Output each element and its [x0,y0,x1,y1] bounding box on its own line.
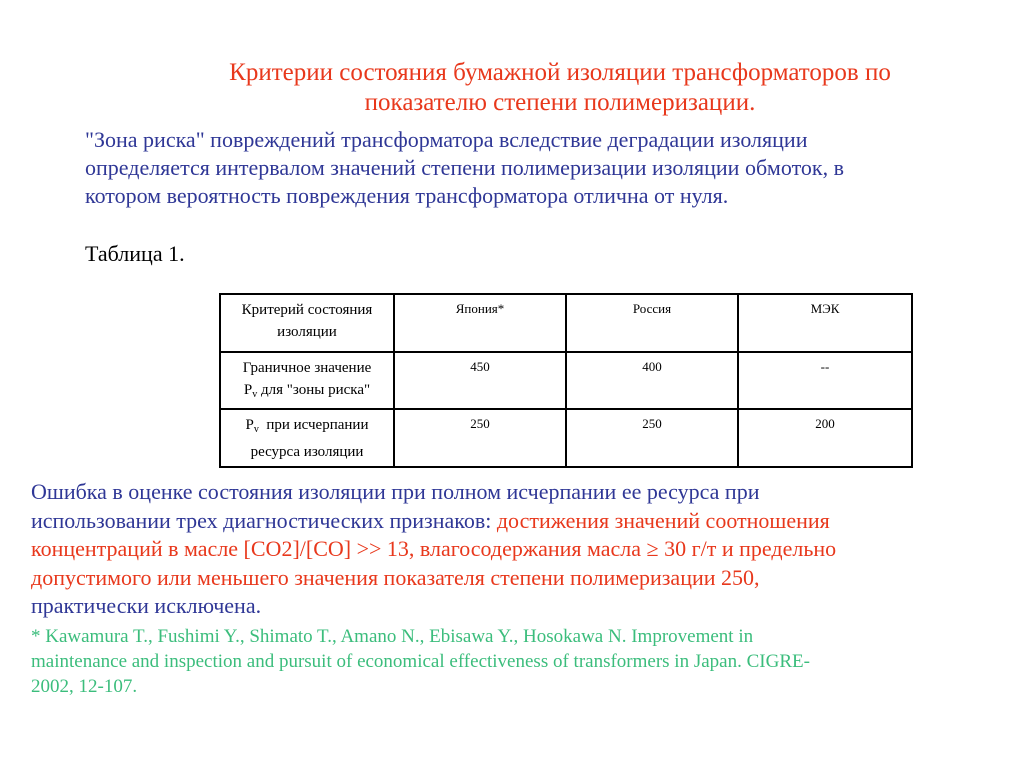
title-line-1: Критерии состояния бумажной изоляции трансформаторов по [229,59,891,86]
header-criterion-line-1: Критерий состояния [241,302,373,318]
reference-line-3: 2002, 12-107. [31,676,138,697]
row-label-line-2: ресурса изоляции [250,444,364,460]
conclusion-line-2 [31,507,1011,536]
cell-iec-risk: -- [738,352,912,409]
cell-iec-exhaustion: 200 [738,409,912,467]
header-japan: Япония* [394,294,566,352]
cell-russia-risk: 400 [566,352,738,409]
table-header-row [220,294,912,352]
cell-japan-risk: 450 [394,352,566,409]
conclusion-line-1: Ошибка в оценке состояния изоляции при полном исчерпании ее ресурса при [31,479,760,504]
intro-line-2: определяется интервалом значений степени полимеризации изоляции обмоток, в [85,155,844,180]
slide-title [100,58,1020,118]
row-label-risk-zone [220,352,394,409]
header-russia: Россия [566,294,738,352]
conclusion-line-5: практически исключена. [31,593,262,618]
table-row [220,409,912,467]
conclusion-line-3: концентраций в масле [CO2]/[CO] >> 13, влагосодержания масла ≥ 30 г/т и предельно [31,536,837,561]
row-label-line-1: $P_v$ при исчерпании [245,417,369,435]
reference-line-1: * Kawamura T., Fushimi Y., Shimato T., Amano N., Ebisawa Y., Hosokawa N. Improvement in [31,626,754,647]
title-line-2: показателю степени полимеризации. [364,89,756,116]
reference-footnote [31,624,1011,699]
table-row [220,352,912,409]
cell-russia-exhaustion: 250 [566,409,738,467]
header-criterion-line-2: изоляции [277,324,337,340]
header-criterion [220,294,394,352]
row-label-line-2: $P_v$ для "зоны риска" [243,382,371,400]
row-label-exhaustion [220,409,394,467]
intro-text [85,126,985,210]
row-label-line-1: Граничное значение [242,360,372,376]
reference-line-2: maintenance and inspection and pursuit of economical effectiveness of transformers in Japan. CIGRE- [31,651,810,672]
conclusion-line-2-red: достижения значений соотношения [496,507,830,533]
conclusion-line-4: допустимого или меньшего значения показателя степени полимеризации 250, [31,564,760,590]
header-iec: МЭК [738,294,912,352]
conclusion-paragraph [31,478,1011,621]
table-caption: Таблица 1. [85,241,185,266]
criteria-table [219,293,913,468]
intro-line-1: "Зона риска" повреждений трансформатора вследствие деградации изоляции [85,127,808,152]
conclusion-line-2-blue: использовании трех диагностических признаков: [31,507,497,533]
intro-line-3: котором вероятность повреждения трансформатора отлична от нуля. [85,183,729,208]
cell-japan-exhaustion: 250 [394,409,566,467]
